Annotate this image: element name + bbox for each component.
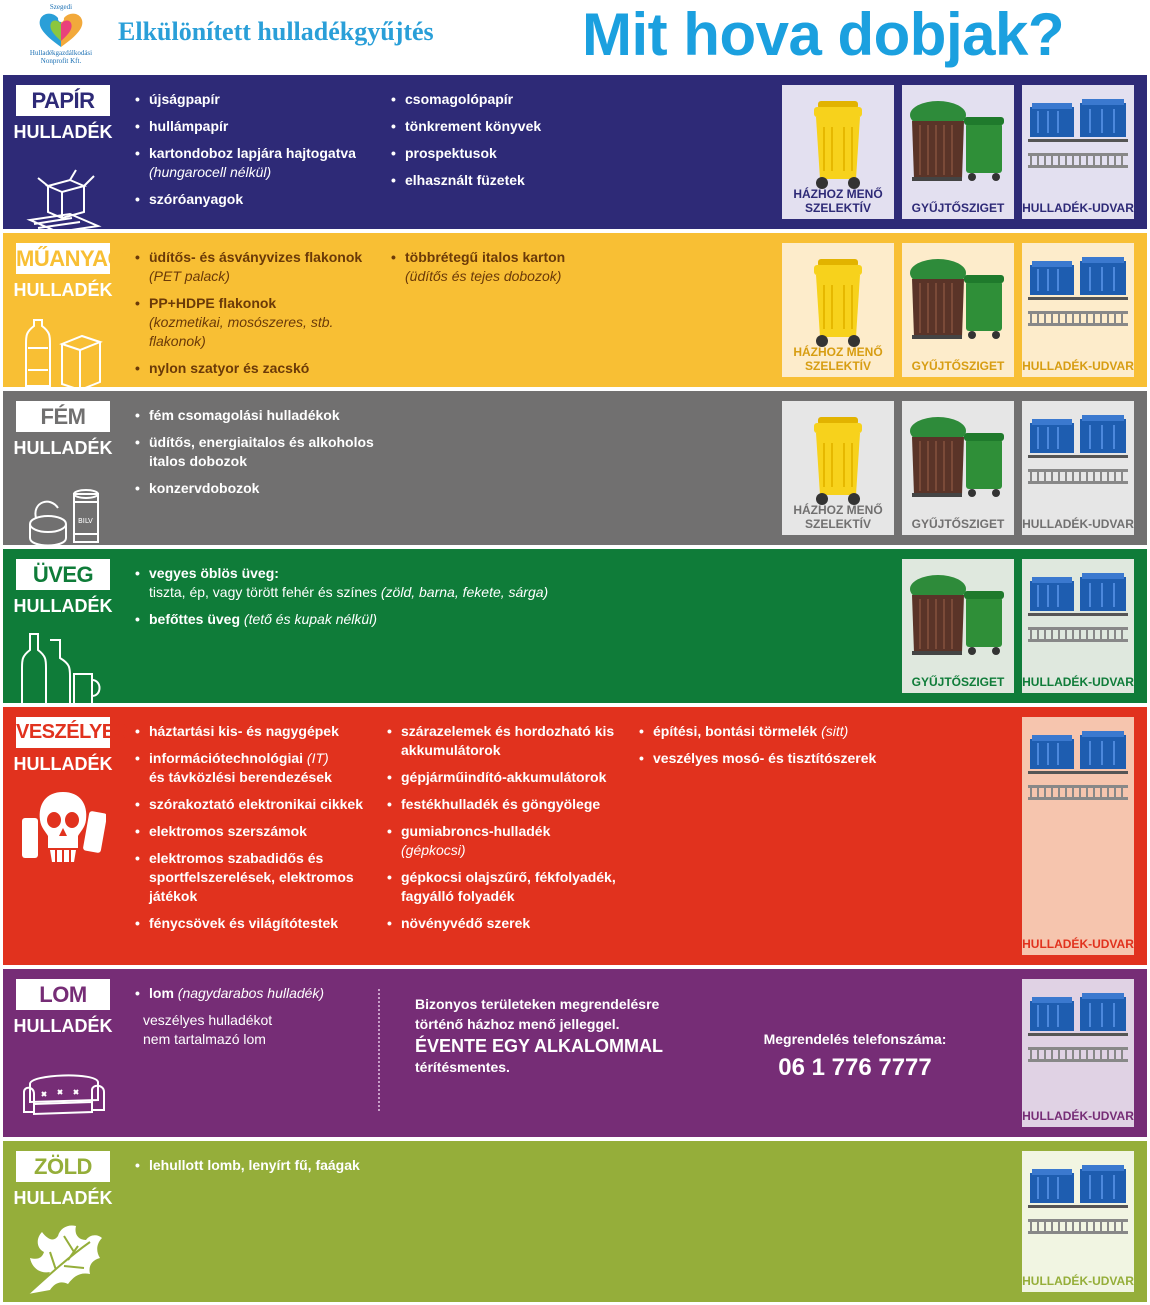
bin-hulladekudvar xyxy=(1022,559,1134,693)
category-title: LOM xyxy=(16,979,110,1010)
divider xyxy=(378,989,380,1111)
waste-yard-containers-icon xyxy=(1028,93,1128,193)
bin-hazhoz xyxy=(782,85,894,219)
lom-info xyxy=(415,994,705,1076)
list-item: • elektromos szabadidős és sportfelszerelések, elektromos játékok xyxy=(133,849,373,906)
header xyxy=(0,0,1150,74)
label-panel-muanyag xyxy=(8,238,125,382)
company-logo xyxy=(20,3,102,69)
waste-yard-containers-icon xyxy=(1028,251,1128,351)
bin-label: HULLADÉK-UDVAR xyxy=(1022,517,1134,531)
bin-label: HÁZHOZ MENŐ SZELEKTÍV xyxy=(793,187,883,215)
category-title: ZÖLD xyxy=(16,1151,110,1182)
category-subtitle: HULLADÉK xyxy=(13,1188,113,1208)
bin-label: GYŰJTŐSZIGET xyxy=(911,675,1005,689)
category-title: FÉM xyxy=(16,401,110,432)
category-subtitle: HULLADÉK xyxy=(13,438,113,458)
phone-number[interactable]: 06 1 776 7777 xyxy=(778,1054,932,1081)
yellow-wheelie-bin-icon xyxy=(788,409,888,509)
list-item: • szárazelemek és hordozható kis akkumulátorok xyxy=(385,722,635,760)
list-item: • vegyes öblös üveg: tiszta, ép, vagy törött fehér és színes (zöld, barna, fekete, sárga) xyxy=(133,564,783,602)
bin-label: HULLADÉK-UDVAR xyxy=(1022,359,1134,373)
yellow-wheelie-bin-icon xyxy=(788,93,888,193)
bin-label: HULLADÉK-UDVAR xyxy=(1022,675,1134,689)
leaf-icon xyxy=(20,1222,106,1300)
row-uveg xyxy=(0,546,1150,706)
list-item: • prospektusok xyxy=(389,144,639,163)
list-item: • többrétegű italos karton (üdítős és tejes dobozok) xyxy=(389,248,639,286)
logo-line-1: Hulladékgazdálkodási xyxy=(29,49,93,57)
cans-icon xyxy=(20,472,106,550)
item-list-papir-1 xyxy=(133,90,383,209)
collection-island-bins-icon xyxy=(908,251,1008,351)
page-subtitle: Elkülönített hulladékgyűjtés xyxy=(118,17,434,46)
label-panel-veszelyes xyxy=(8,712,128,960)
content-veszelyes xyxy=(125,712,1142,960)
bin-label: GYŰJTŐSZIGET xyxy=(911,359,1005,373)
yellow-wheelie-bin-icon xyxy=(788,251,888,351)
lom-free-text: térítésmentes. xyxy=(415,1059,510,1075)
item-list-veszelyes-3 xyxy=(637,722,887,768)
lom-note: veszélyes hulladékot nem tartalmazó lom xyxy=(143,1012,273,1047)
waste-yard-containers-icon xyxy=(1028,1159,1128,1259)
page-title: Mit hova dobjak? xyxy=(582,1,1065,68)
list-item: • csomagolópapír xyxy=(389,90,639,109)
bin-hazhoz xyxy=(782,401,894,535)
list-item: • befőttes üveg (tető és kupak nélkül) xyxy=(133,610,783,629)
item-list-lom xyxy=(133,984,363,1003)
bin-hulladekudvar xyxy=(1022,1151,1134,1292)
list-item: • építési, bontási törmelék (sitt) xyxy=(637,722,887,741)
item-list-veszelyes-2 xyxy=(385,722,635,933)
list-item: • gépjárműindító-akkumulátorok xyxy=(385,768,635,787)
category-subtitle: HULLADÉK xyxy=(13,1016,113,1036)
bin-hazhoz xyxy=(782,243,894,377)
bin-hulladekudvar xyxy=(1022,85,1134,219)
content-zold xyxy=(125,1146,1142,1297)
waste-yard-containers-icon xyxy=(1028,567,1128,667)
logo-line-2: Nonprofit Kft. xyxy=(40,57,82,65)
lom-info-text: Bizonyos területeken megrendelésre történő házhoz menő jelleggel. xyxy=(415,996,660,1032)
list-item: • üdítős- és ásványvizes flakonok (PET palack) xyxy=(133,248,383,286)
list-item: • szórakoztató elektronikai cikkek xyxy=(133,795,373,814)
bin-label: HULLADÉK-UDVAR xyxy=(1022,1274,1134,1288)
list-item: • festékhulladék és göngyölege xyxy=(385,795,635,814)
list-item: • nylon szatyor és zacskó xyxy=(133,359,383,378)
item-list-muanyag-1 xyxy=(133,248,383,378)
list-item: • fénycsövek és világítótestek xyxy=(133,914,373,933)
label-panel-lom xyxy=(8,974,118,1132)
category-subtitle: HULLADÉK xyxy=(13,596,113,616)
list-item: • konzervdobozok xyxy=(133,479,383,498)
category-title: MŰANYAG xyxy=(16,243,110,274)
cardboard-box-icon xyxy=(20,156,106,234)
list-item: • veszélyes mosó- és tisztítószerek xyxy=(637,749,887,768)
bin-hulladekudvar xyxy=(1022,243,1134,377)
category-title: ÜVEG xyxy=(16,559,110,590)
category-title: PAPÍR xyxy=(16,85,110,116)
bins-muanyag xyxy=(782,238,1142,382)
bin-hulladekudvar xyxy=(1022,717,1134,955)
list-item: • lom (nagydarabos hulladék) xyxy=(133,984,363,1003)
collection-island-bins-icon xyxy=(908,93,1008,193)
list-item: • gépkocsi olajszűrő, fékfolyadék, fagyálló folyadék xyxy=(385,868,635,906)
row-muanyag xyxy=(0,230,1150,390)
sofa-icon xyxy=(20,1050,106,1128)
waste-yard-containers-icon xyxy=(1028,409,1128,509)
content-lom xyxy=(125,974,1142,1132)
list-item: • fém csomagolási hulladékok xyxy=(133,406,383,425)
list-item: • szóróanyagok xyxy=(133,190,383,209)
bin-label: HÁZHOZ MENŐ SZELEKTÍV xyxy=(793,345,883,373)
bins-veszelyes xyxy=(1022,712,1142,960)
bin-hulladekudvar xyxy=(1022,401,1134,535)
item-list-uveg xyxy=(133,564,783,629)
bins-lom xyxy=(1022,974,1142,1132)
bins-papir xyxy=(782,80,1142,224)
item-list-papir-2 xyxy=(389,90,639,190)
heart-logo-icon xyxy=(36,11,86,49)
item-list-zold xyxy=(133,1156,533,1175)
list-item: • gumiabroncs-hulladék (gépkocsi) xyxy=(385,822,635,860)
bins-uveg xyxy=(902,554,1142,698)
label-panel-fem xyxy=(8,396,118,540)
bins-zold xyxy=(1022,1146,1142,1297)
row-papir xyxy=(0,72,1150,232)
list-item: • információtechnológiai (IT) és távközlési berendezések xyxy=(133,749,373,787)
bin-gyujtosziget xyxy=(902,243,1014,377)
skull-icon xyxy=(20,788,106,866)
row-veszelyes xyxy=(0,704,1150,968)
list-item: • elhasznált füzetek xyxy=(389,171,639,190)
item-list-muanyag-2 xyxy=(389,248,639,286)
label-panel-papir xyxy=(8,80,118,224)
phone-block xyxy=(735,1029,975,1087)
lom-frequency: ÉVENTE EGY ALKALOMMAL xyxy=(415,1036,664,1056)
bins-fem xyxy=(782,396,1142,540)
list-item: • újságpapír xyxy=(133,90,383,109)
waste-yard-containers-icon xyxy=(1028,725,1128,825)
list-item: • üdítős, energiaitalos és alkoholos italos dobozok xyxy=(133,433,383,471)
bin-hulladekudvar xyxy=(1022,979,1134,1127)
bin-gyujtosziget xyxy=(902,559,1014,693)
list-item: • hullámpapír xyxy=(133,117,383,136)
bin-label: GYŰJTŐSZIGET xyxy=(911,517,1005,531)
bin-gyujtosziget xyxy=(902,401,1014,535)
list-item: • lehullott lomb, lenyírt fű, faágak xyxy=(133,1156,533,1175)
category-subtitle: HULLADÉK xyxy=(13,280,113,300)
can-label: BILV xyxy=(78,517,93,525)
phone-label: Megrendelés telefonszáma: xyxy=(763,1031,947,1047)
list-item: • tönkrement könyvek xyxy=(389,117,639,136)
bin-label: HULLADÉK-UDVAR xyxy=(1022,1109,1134,1123)
bin-label: HÁZHOZ MENŐ SZELEKTÍV xyxy=(793,503,883,531)
list-item: • háztartási kis- és nagygépek xyxy=(133,722,373,741)
bin-label: HULLADÉK-UDVAR xyxy=(1022,937,1134,951)
plastic-bottle-icon xyxy=(20,314,106,392)
bin-label: HULLADÉK-UDVAR xyxy=(1022,201,1134,215)
row-fem xyxy=(0,388,1150,548)
item-list-veszelyes-1 xyxy=(133,722,373,933)
bin-label: GYŰJTŐSZIGET xyxy=(911,201,1005,215)
label-panel-uveg xyxy=(8,554,118,698)
collection-island-bins-icon xyxy=(908,409,1008,509)
category-title: VESZÉLYES xyxy=(16,717,110,748)
list-item: • növényvédő szerek xyxy=(385,914,635,933)
item-list-fem xyxy=(133,406,383,498)
glass-bottles-icon xyxy=(20,630,106,708)
logo-top-text: Szegedi xyxy=(49,3,73,11)
category-subtitle: HULLADÉK xyxy=(13,122,113,142)
label-panel-zold xyxy=(8,1146,118,1297)
list-item: • elektromos szerszámok xyxy=(133,822,373,841)
waste-yard-containers-icon xyxy=(1028,987,1128,1087)
row-lom xyxy=(0,966,1150,1140)
list-item: • PP+HDPE flakonok (kozmetikai, mosószeres, stb. flakonok) xyxy=(133,294,383,351)
bin-gyujtosziget xyxy=(902,85,1014,219)
collection-island-bins-icon xyxy=(908,567,1008,667)
list-item: • kartondoboz lapjára hajtogatva (hungarocell nélkül) xyxy=(133,144,383,182)
row-zold xyxy=(0,1138,1150,1305)
category-subtitle: HULLADÉK xyxy=(13,754,113,774)
